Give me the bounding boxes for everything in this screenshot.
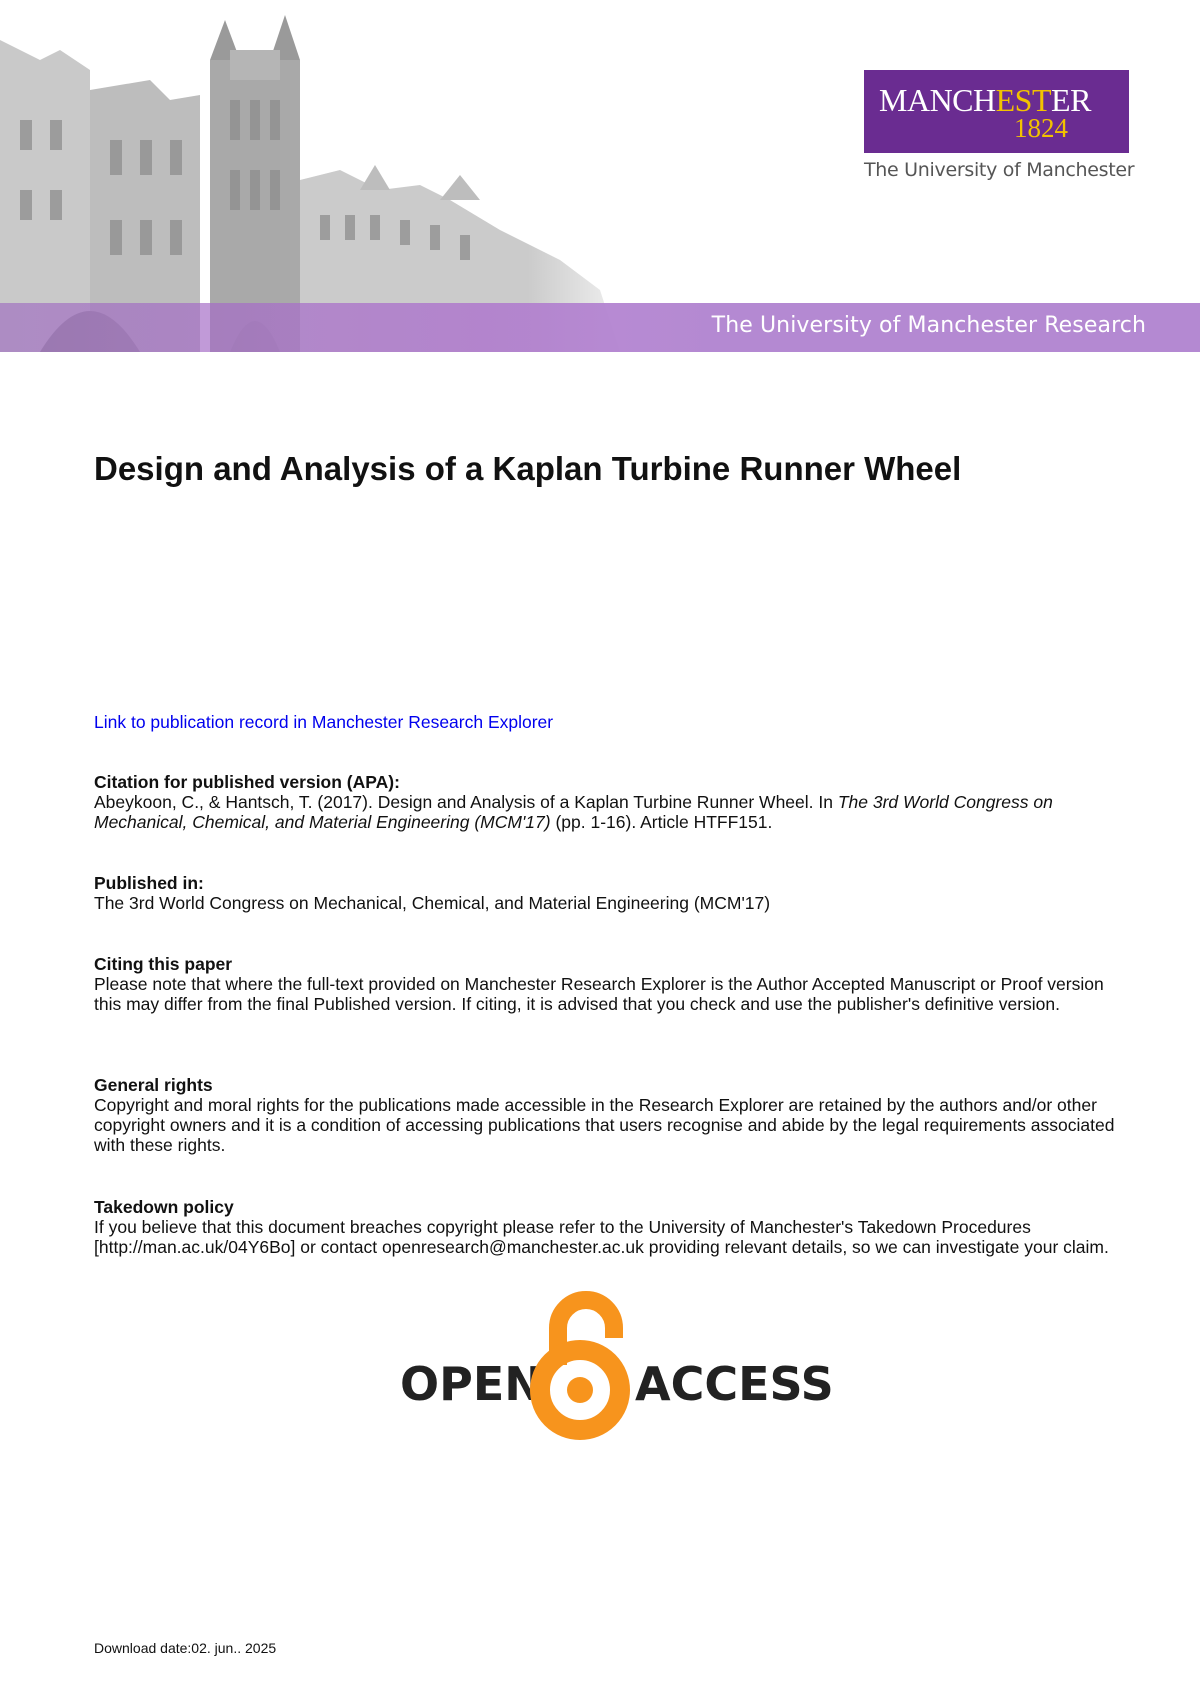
download-date: Download date:02. jun.. 2025	[94, 1640, 277, 1656]
general-rights-text: Copyright and moral rights for the publications made accessible in the Research Explorer are retained by the authors and/or other copyright owners and it is a condition of accessing publications that users recognise and abide by the legal requirements associated with these rights.	[94, 1095, 1115, 1155]
logo-wordmark-part1: MANCH	[879, 82, 996, 118]
general-rights-section	[94, 1075, 1134, 1155]
published-in-section	[94, 873, 1134, 913]
logo-wordmark-part3: ER	[1051, 82, 1091, 118]
citation-text-italic: The 3rd World Congress on Mechanical, Chemical, and Material Engineering (MCM'17)	[94, 792, 1053, 832]
logo-university-name: The University of Manchester	[864, 159, 1135, 181]
published-in-text: The 3rd World Congress on Mechanical, Chemical, and Material Engineering (MCM'17)	[94, 893, 771, 913]
logo-wordmark-part2: EST	[995, 82, 1052, 118]
open-access-logo	[400, 1290, 834, 1440]
takedown-text: If you believe that this document breaches copyright please refer to the University of Manchester's Takedown Procedures [http://man.ac.uk/04Y6Bo] or contact openresearch@manchester.ac.uk providing relevant details, so we can investigate your claim.	[94, 1217, 1109, 1257]
citing-section	[94, 954, 1134, 1014]
citation-text-tail: (pp. 1-16). Article HTFF151.	[550, 812, 773, 832]
open-access-right-text: ACCESS	[635, 1357, 834, 1411]
citing-text: Please note that where the full-text provided on Manchester Research Explorer is the Author Accepted Manuscript or Proof version this may differ from the final Published version. If citing, it is advised that you check and use the publisher's definitive version.	[94, 974, 1104, 1014]
takedown-heading: Takedown policy	[94, 1197, 234, 1217]
open-access-lock-keyhole	[567, 1377, 593, 1403]
citing-heading: Citing this paper	[94, 954, 233, 974]
takedown-section	[94, 1197, 1134, 1257]
citation-text-main: Abeykoon, C., & Hantsch, T. (2017). Design and Analysis of a Kaplan Turbine Runner Wheel. In	[94, 792, 838, 812]
general-rights-heading: General rights	[94, 1075, 213, 1095]
research-banner-text: The University of Manchester Research	[711, 313, 1146, 338]
citation-section	[94, 772, 1134, 832]
citation-text	[94, 792, 1134, 832]
open-access-left-text: OPEN	[400, 1357, 543, 1411]
logo-year: 1824	[1014, 113, 1068, 143]
publication-record-link[interactable]: Link to publication record in Manchester Research Explorer	[94, 712, 554, 732]
citation-heading: Citation for published version (APA):	[94, 772, 400, 792]
building-illustration	[0, 0, 660, 352]
document-title: Design and Analysis of a Kaplan Turbine Runner Wheel	[94, 450, 962, 487]
published-in-heading: Published in:	[94, 873, 204, 893]
